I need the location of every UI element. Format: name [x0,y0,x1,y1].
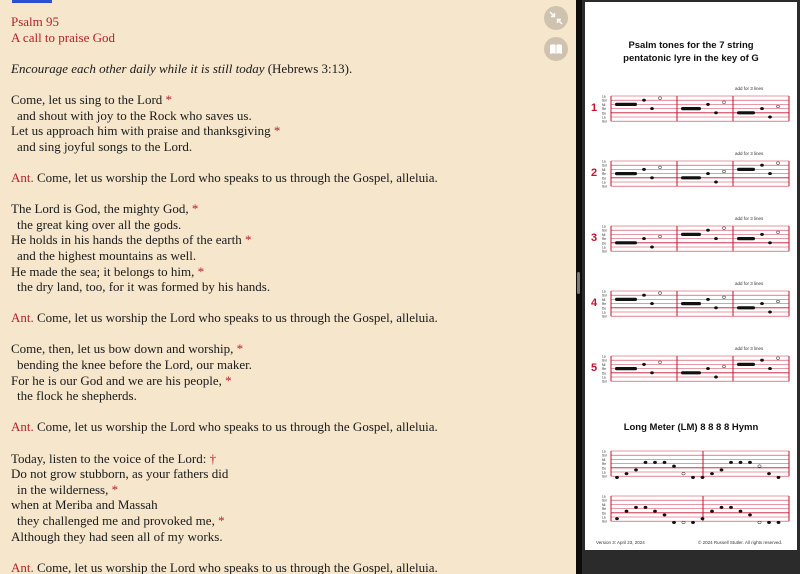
svg-text:Sol: Sol [602,474,607,479]
verse-line: He holds in his hands the depths of the earth * [11,232,252,248]
svg-text:Re: Re [602,172,607,177]
antiphon: Ant. Come, let us worship the Lord who speaks to us through the Gospel, alleluia. [11,310,438,326]
svg-text:La: La [602,494,606,499]
hymn-staff [585,443,797,491]
verse-line: bending the knee before the Lord, our maker. [17,357,252,373]
svg-text:Mi: Mi [602,502,606,507]
tone-staff [585,218,797,266]
svg-text:Sol: Sol [602,314,607,319]
tone-staff [585,153,797,201]
verse-line: and sing joyful songs to the Lord. [17,138,193,154]
svg-text:Re: Re [602,302,607,307]
verse-line: in the wilderness, * [17,481,119,497]
psalm-title: Psalm 95 [11,14,60,29]
antiphon: Ant. Come, let us worship the Lord who speaks to us through the Gospel, alleluia. [11,419,438,435]
svg-text:Re: Re [602,462,607,467]
verse-line: the flock he shepherds. [17,388,137,404]
svg-text:La: La [602,375,606,380]
tone-staff [585,88,797,136]
svg-text:La: La [602,310,606,315]
hymn-title: Long Meter (LM) 8 8 8 8 Hymn [623,422,759,433]
verse-line: the great king over all the gods. [17,216,182,232]
collapse-arrows-icon [549,11,563,25]
svg-text:Sol: Sol [602,249,607,254]
hymn-staff [585,488,797,536]
svg-text:Sol: Sol [602,453,607,458]
antiphon: Ant. Come, let us worship the Lord who speaks to us through the Gospel, alleluia. [11,169,438,185]
open-book-icon [549,43,563,55]
verse-line: and the highest mountains as well. [17,247,197,263]
svg-text:Do: Do [602,371,607,376]
tone-number: 5 [591,362,598,374]
psalm-tone-4 [585,283,797,331]
add-lines-note: add for 3 lines [735,281,764,286]
psalm-tone-1 [585,88,797,136]
svg-text:Sol: Sol [602,519,607,524]
svg-text:Re: Re [602,367,607,372]
svg-text:Mi: Mi [602,457,606,462]
progress-indicator [12,0,52,3]
verse-line: Come, then, let us bow down and worship, * [11,341,244,357]
svg-text:Mi: Mi [602,297,606,302]
verse-line: Come, let us sing to the Lord * [11,91,173,107]
svg-text:Mi: Mi [602,232,606,237]
svg-text:Sol: Sol [602,163,607,168]
verse-line: Today, listen to the voice of the Lord: † [11,450,217,466]
svg-text:Mi: Mi [602,167,606,172]
svg-text:Re: Re [602,507,607,512]
svg-text:Sol: Sol [602,184,607,189]
tone-staff [585,348,797,396]
svg-text:Sol: Sol [602,379,607,384]
svg-text:La: La [602,289,606,294]
svg-text:Mi: Mi [602,102,606,107]
music-sheet-pane[interactable] [582,0,800,574]
tone-number: 1 [591,102,598,114]
verse-line: the dry land, too, for it was formed by his hands. [17,279,271,295]
svg-text:La: La [602,115,606,120]
reading-mode-button[interactable] [544,37,568,61]
svg-text:Do: Do [602,466,607,471]
music-sheet [585,2,797,550]
svg-text:Mi: Mi [602,362,606,367]
svg-text:La: La [602,515,606,520]
svg-text:Do: Do [602,176,607,181]
version-label: Version 3: April 23, 2024 [596,540,645,545]
svg-text:La: La [602,94,606,99]
psalm-content [11,14,531,574]
add-lines-note: add for 3 lines [735,346,764,351]
verse-line: and shout with joy to the Rock who saves us. [17,107,252,123]
svg-text:La: La [602,159,606,164]
svg-text:Do: Do [602,241,607,246]
verse-line: Do not grow stubborn, as your fathers did [11,466,229,482]
svg-text:La: La [602,245,606,250]
svg-text:Sol: Sol [602,498,607,503]
verse-line: they challenged me and provoked me, * [17,513,225,528]
sheet-title-line-2: pentatonic lyre in the key of G [623,53,759,64]
add-lines-note: add for 3 lines [735,151,764,156]
tone-number: 3 [591,232,598,244]
collapse-button[interactable] [544,6,568,30]
tone-staff [585,283,797,331]
svg-text:La: La [602,224,606,229]
epigraph: Encourage each other daily while it is still today (Hebrews 3:13). [11,60,353,76]
svg-text:Sol: Sol [602,119,607,124]
tone-number: 2 [591,167,598,179]
psalm-subtitle: A call to praise God [11,29,115,45]
add-lines-note: add for 3 lines [735,86,764,91]
tone-number: 4 [591,297,598,309]
svg-text:Sol: Sol [602,358,607,363]
svg-text:Sol: Sol [602,228,607,233]
svg-text:La: La [602,470,606,475]
svg-text:La: La [602,180,606,185]
svg-text:La: La [602,449,606,454]
antiphon: Ant. Come, let us worship the Lord who speaks to us through the Gospel, alleluia. [11,559,438,574]
psalm-tone-2 [585,153,797,201]
svg-text:Re: Re [602,237,607,242]
psalm-tone-3 [585,218,797,266]
psalm-tone-5 [585,348,797,396]
svg-text:Sol: Sol [602,98,607,103]
verse-line: Although they had seen all of my works. [11,528,223,544]
svg-text:Re: Re [602,107,607,112]
svg-text:Do: Do [602,511,607,516]
split-handle[interactable] [577,272,580,294]
verse-line: when at Meriba and Massah [11,497,158,513]
hymn-line-1 [585,443,797,491]
copyright-label: © 2024 Russell Stutler. All rights reserved. [698,540,783,545]
svg-text:Do: Do [602,111,607,116]
svg-text:La: La [602,354,606,359]
svg-text:Do: Do [602,306,607,311]
svg-text:Sol: Sol [602,293,607,298]
add-lines-note: add for 3 lines [735,216,764,221]
hymn-line-2 [585,488,797,536]
verse-line: He made the sea; it belongs to him, * [11,263,205,279]
verse-line: For he is our God and we are his people, * [11,372,232,388]
verse-line: The Lord is God, the mighty God, * [11,201,199,217]
verse-line: Let us approach him with praise and thanksgiving * [11,123,281,139]
sheet-title-line-1: Psalm tones for the 7 string [628,40,754,51]
